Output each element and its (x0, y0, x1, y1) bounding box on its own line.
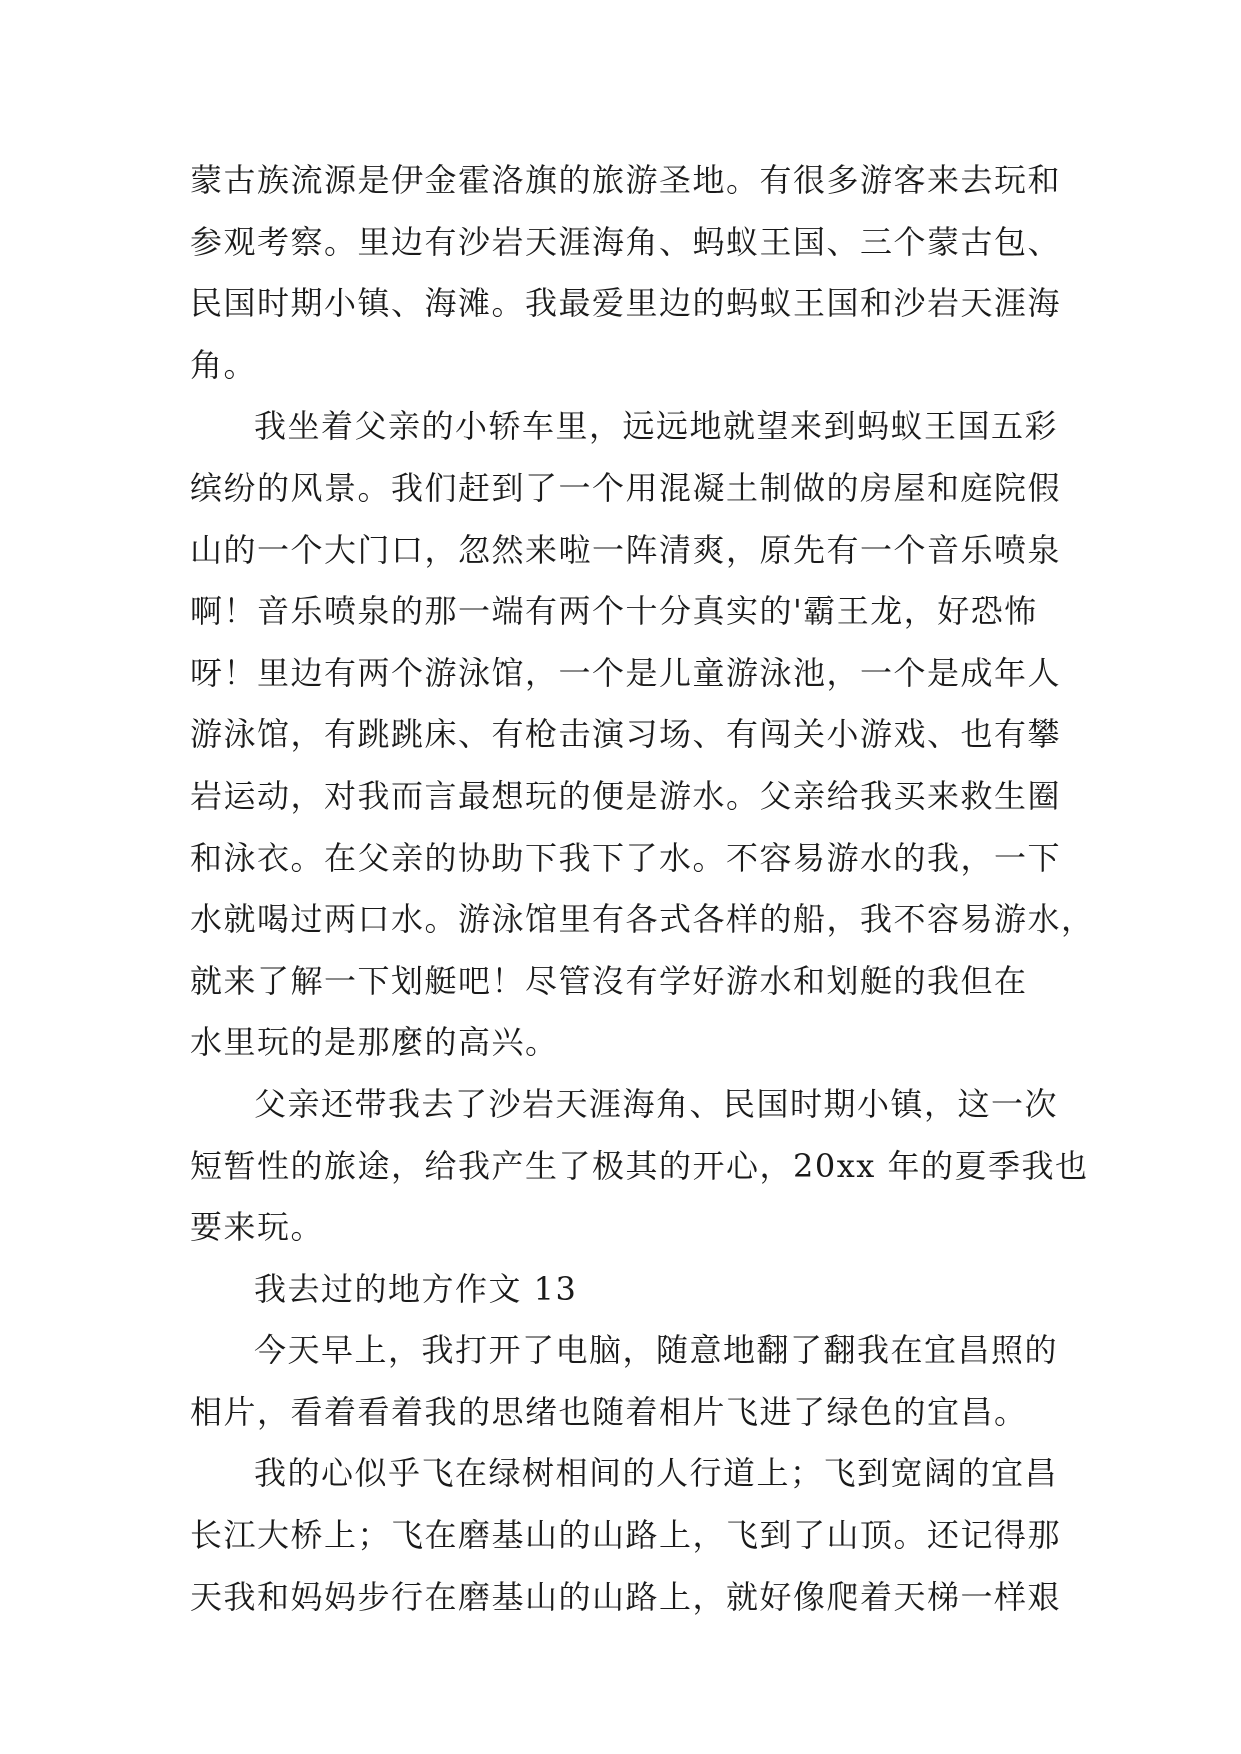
text-line: 天我和妈妈步行在磨基山的山路上，就好像爬着天梯一样艰 (190, 1577, 1062, 1616)
text-line: 山的一个大门口，忽然来啦一阵清爽，原先有一个音乐喷泉 (190, 530, 1062, 569)
text-line: 呀！里边有两个游泳馆，一个是儿童游泳池，一个是成年人 (190, 653, 1062, 692)
text-line: 相片，看着看着我的思绪也随着相片飞进了绿色的宜昌。 (190, 1392, 1028, 1431)
text-line: 啊！音乐喷泉的那一端有两个十分真实的'霸王龙，好恐怖 (190, 592, 1038, 631)
text-line: 蒙古族流源是伊金霍洛旗的旅游圣地。有很多游客来去玩和 (190, 161, 1062, 199)
text-line: 民国时期小镇、海滩。我最爱里边的蚂蚁王国和沙岩天涯海 (190, 284, 1062, 323)
text-line: 缤纷的风景。我们赶到了一个用混凝土制做的房屋和庭院假 (190, 468, 1062, 507)
text-line: 要来玩。 (190, 1208, 325, 1247)
text-line: 和泳衣。在父亲的协助下我下了水。不容易游水的我，一下 (190, 838, 1062, 877)
text-line: 水就喝过两口水。游泳馆里有各式各样的船，我不容易游水， (190, 900, 1095, 939)
text-line: 今天早上，我打开了电脑，随意地翻了翻我在宜昌照的 (254, 1331, 1059, 1370)
text-line: 长江大桥上；飞在磨基山的山路上，飞到了山顶。还记得那 (190, 1516, 1062, 1555)
essay-body (190, 150, 1095, 1628)
text-line: 水里玩的是那麼的高兴。 (190, 1023, 559, 1062)
text-line: 父亲还带我去了沙岩天涯海角、民国时期小镇，这一次 (254, 1084, 1059, 1123)
text-line: 我坐着父亲的小轿车里，远远地就望来到蚂蚁王国五彩 (254, 407, 1059, 446)
text-line: 岩运动，对我而言最想玩的便是游水。父亲给我买来救生圈 (190, 776, 1062, 815)
text-line: 短暂性的旅途，给我产生了极其的开心，20xx 年的夏季我也 (190, 1146, 1089, 1185)
text-line: 我的心似乎飞在绿树相间的人行道上；飞到宽阔的宜昌 (254, 1454, 1059, 1493)
text-line: 游泳馆，有跳跳床、有枪击演习场、有闯关小游戏、也有攀 (190, 715, 1062, 754)
text-line: 角。 (190, 345, 258, 384)
text-line: 参观考察。里边有沙岩天涯海角、蚂蚁王国、三个蒙古包、 (190, 222, 1062, 261)
text-line: 就来了解一下划艇吧！尽管沒有学好游水和划艇的我但在 (190, 961, 1028, 1000)
section-heading: 我去过的地方作文 13 (254, 1269, 578, 1308)
